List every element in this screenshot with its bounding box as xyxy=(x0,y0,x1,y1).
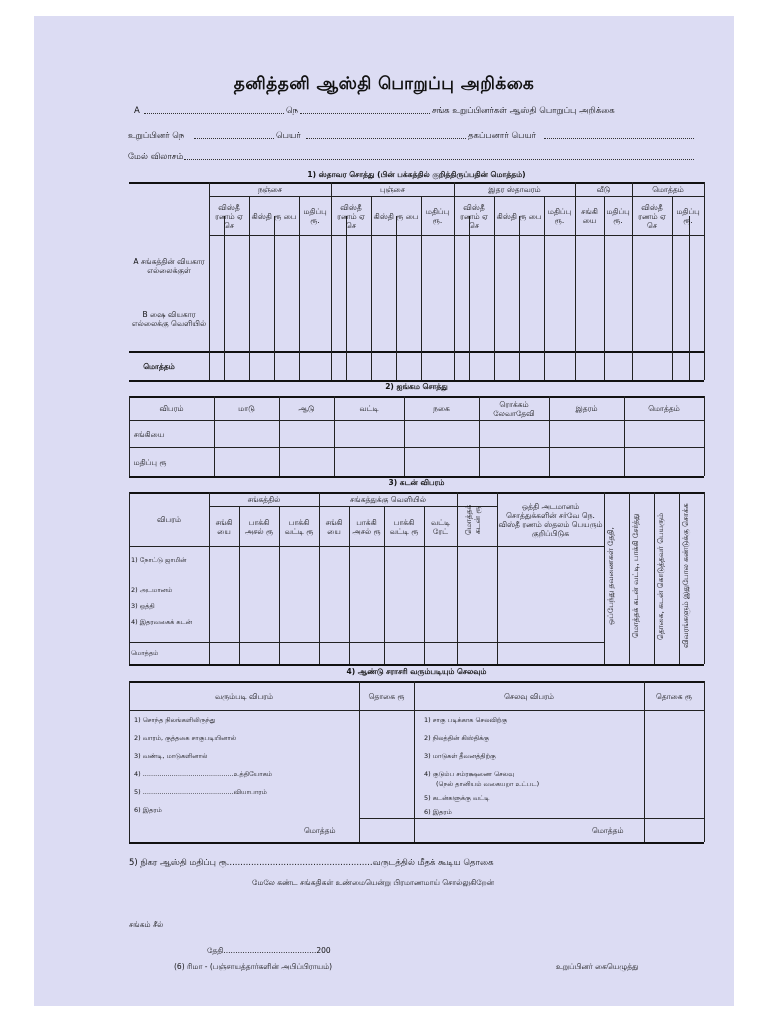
s3-row-lease: 3) ஒத்தி xyxy=(131,602,155,610)
s4-expense-interest: 5) கடன்களுக்கு வட்டி xyxy=(424,794,490,802)
s4-income-others: 6) இதரம் xyxy=(134,806,162,814)
form-title: தனித்தனி ஆஸ்தி பொறுப்பு அறிக்கை xyxy=(233,74,535,94)
s4-expense-cultivation: 1) சாகு படிக்காக செலவிற்கு xyxy=(424,716,508,724)
s1-wet-extent: விஸ்தீ ரணம் ஏ செ xyxy=(215,202,243,230)
s1-group-wet-land: நஞ்சை xyxy=(257,185,283,194)
s1-wet-value: மதிப்பு ரூ. xyxy=(303,207,327,225)
s2-col-cart: வட்டி xyxy=(359,404,379,413)
s1-row-total: மொத்தம் xyxy=(143,361,175,371)
s1-group-other-property: இதர ஸ்தாவரம் xyxy=(488,185,541,194)
section2-heading: 2) ஐங்கம சொத்து xyxy=(385,382,448,391)
s2-col-jewels: நகை xyxy=(433,404,450,413)
s3-in-count: சங்கி யை xyxy=(215,517,233,536)
s2-col-others: இதரம் xyxy=(575,404,598,413)
section3-heading: 3) கடன் விபரம் xyxy=(388,478,445,487)
header-society-statement: சங்க உறுப்பினர்கள் ஆஸ்தி பொறுப்பு அறிக்கை xyxy=(432,106,615,116)
s3-col-total-loan: மொத்தக் கடன் ரூ xyxy=(464,504,482,536)
section5-net-value: 5) நிகர ஆஸ்தி மதிப்பு ரூ......................................................வருடத்தில் மீதக் கூடிய தொகை xyxy=(129,858,494,868)
s2-row-value: மதிப்பு ரூ xyxy=(133,457,167,467)
s3-out-principal: பாக்கி அசல் ரூ xyxy=(352,517,381,536)
s4-expense-fodder: 3) மாடுகள் தீவனத்திற்கு xyxy=(424,752,496,760)
s4-income-total: மொத்தம் xyxy=(304,826,336,835)
s4-income-lease: 2) வாரம், குத்தகை சாகுபடியினால் xyxy=(134,734,237,742)
s4-expense-family-note: (நெல் தானியம் வகையறா உட்பட) xyxy=(436,780,540,788)
s1-house-count: சங்கி யை xyxy=(581,207,598,225)
member-name-label: பெயர் xyxy=(276,131,301,141)
s4-expense-land-kist: 2) நிலத்தின் கிஸ்திக்கு xyxy=(424,734,489,742)
s4-income-own-land: 1) சொந்த நிலங்களிலிருந்து xyxy=(134,716,216,724)
section4-heading: 4) ஆண்டு சராசரி வரும்படியும் செலவும் xyxy=(346,667,487,676)
s1-group-total: மொத்தம் xyxy=(652,185,684,194)
panchayat-remark: (6) ரிமா - (பஞ்சாயத்தார்களின் அபிப்பிராயம்) xyxy=(174,962,333,971)
header-a-label: A xyxy=(134,106,140,116)
s2-col-total: மொத்தம் xyxy=(648,404,680,413)
s3-col-details: விபரம் xyxy=(156,515,182,524)
s3-col-security-details: ஒத்தி அடமானம் சொத்துக்களின் சர்வே நெ. விஸ்தீ ரணம் ஸ்தலம் பெயரும் குறிப்பிடுக xyxy=(498,501,603,538)
s4-expense-amount-head: தொகை ரூ xyxy=(656,691,692,701)
father-name-label: தகப்பனார் பெயர் xyxy=(468,131,537,141)
s4-expense-head: செலவு விபரம் xyxy=(504,691,554,701)
s4-income-employment: 4) ............................................உத்தியோகம் xyxy=(134,770,273,778)
s3-out-interest-rate: வட்டி ரேட் xyxy=(430,517,451,536)
section1-heading: 1) ஸ்தாவர சொத்து (பின் பக்கத்தில் குறித்திருப்பதின் மொத்தம்) xyxy=(307,170,526,179)
s2-col-cash-lending: ரொக்கம் லேவாதேவி xyxy=(493,399,535,418)
s4-income-amount-head: தொகை ரூ xyxy=(368,691,405,701)
s4-income-head: வரும்படி விபரம் xyxy=(214,691,274,701)
form-sheet xyxy=(34,16,734,1006)
section5-declaration: மேலே கண்ட சங்கதிகள் உண்மையென்று பிரமாணமாய் சொல்லுகிறேன் xyxy=(252,878,494,887)
s1-dry-extent: விஸ்தீ ரணம் ஏ செ xyxy=(337,202,365,230)
address-label: மேல் விலாசம் xyxy=(128,152,184,162)
s1-group-house: வீடு xyxy=(596,185,611,194)
s3-in-principal: பாக்கி அசல் ரூ xyxy=(244,517,274,536)
s1-total-value: மதிப்பு ரூ. xyxy=(676,207,700,225)
member-number-label: உறுப்பினர் நெ xyxy=(128,131,185,141)
s2-row-count: சங்கியை xyxy=(133,429,165,439)
s3-in-interest: பாக்கி வட்டி ரூ xyxy=(284,517,314,536)
s1-wet-kist: கிஸ்தி ரூ பை xyxy=(251,211,297,221)
s1-group-dry-land: புஞ்சை xyxy=(380,185,405,194)
s1-total-extent: விஸ்தீ ரணம் ஏ செ xyxy=(638,202,666,230)
s4-expense-others: 6) இதரம் xyxy=(424,808,452,816)
s1-other-extent: விஸ்தீ ரணம் ஏ செ xyxy=(460,202,488,230)
s3-row-total: மொத்தம் xyxy=(131,649,159,657)
s4-expense-total: மொத்தம் xyxy=(592,826,624,835)
header-number-label: நெ xyxy=(286,106,299,116)
s1-other-kist: கிஸ்தி ரூ பை xyxy=(496,211,542,221)
s4-income-cart: 3) வண்டி, மாடுகளினால் xyxy=(134,752,208,760)
s3-note-3: தொகை, கடன் கொடுத்தவர் பெயரும் xyxy=(656,512,665,640)
s3-group-outside-society: சங்கத்துக்கு வெளியில் xyxy=(350,495,426,504)
s3-group-in-society: சங்கத்தில் xyxy=(247,495,281,504)
s2-col-cattle: மாடு xyxy=(238,404,255,413)
s1-row-inside-area: A சங்கத்தின் வியகார எல்லைக்குள் xyxy=(133,257,205,275)
s1-dry-value: மதிப்பு ரூ. xyxy=(425,207,450,225)
date-field: தேதி.......................................200 xyxy=(207,946,331,955)
s4-income-business: 5) ............................................வியாபாரம் xyxy=(134,788,267,796)
s4-expense-family: 4) குடும்ப சம்ரக்ஷணை செலவு xyxy=(424,770,515,778)
s3-note-1: ஒப்பேந்து தவணைகள் தேதி, xyxy=(606,527,615,625)
s3-note-2: மொத்தக் கடன் வட்டி, பாக்கி சேர்த்து xyxy=(631,513,640,639)
s2-col-details: விபரம் xyxy=(159,404,184,413)
s1-other-value: மதிப்பு ரூ. xyxy=(547,207,572,225)
s3-out-count: சங்கி யை xyxy=(325,517,343,536)
s1-dry-kist: கிஸ்தி ரூ பை xyxy=(373,211,419,221)
s3-row-other-loans: 4) இதரவகைக் கடன் xyxy=(131,618,193,626)
member-signature-label: உறுப்பினர் கையெழுத்து xyxy=(556,962,639,971)
s1-house-value: மதிப்பு ரூ. xyxy=(606,207,630,225)
s3-out-interest: பாக்கி வட்டி ரூ xyxy=(389,517,419,536)
s3-row-mortgage: 2) அடமானம் xyxy=(131,586,173,594)
s3-note-4: விவரங்களும் இதுபோல கண்டுக்கு சொக்க xyxy=(681,503,690,649)
society-seal-label: சங்கம் சீல் xyxy=(129,920,164,929)
s1-row-outside-area: B ஷை வியகார எல்லைக்கு வெளியில் xyxy=(131,310,207,328)
s3-row-promissory: 1) நோட்டு ஜாமின் xyxy=(131,556,187,564)
s2-col-goat: ஆடு xyxy=(298,404,315,413)
